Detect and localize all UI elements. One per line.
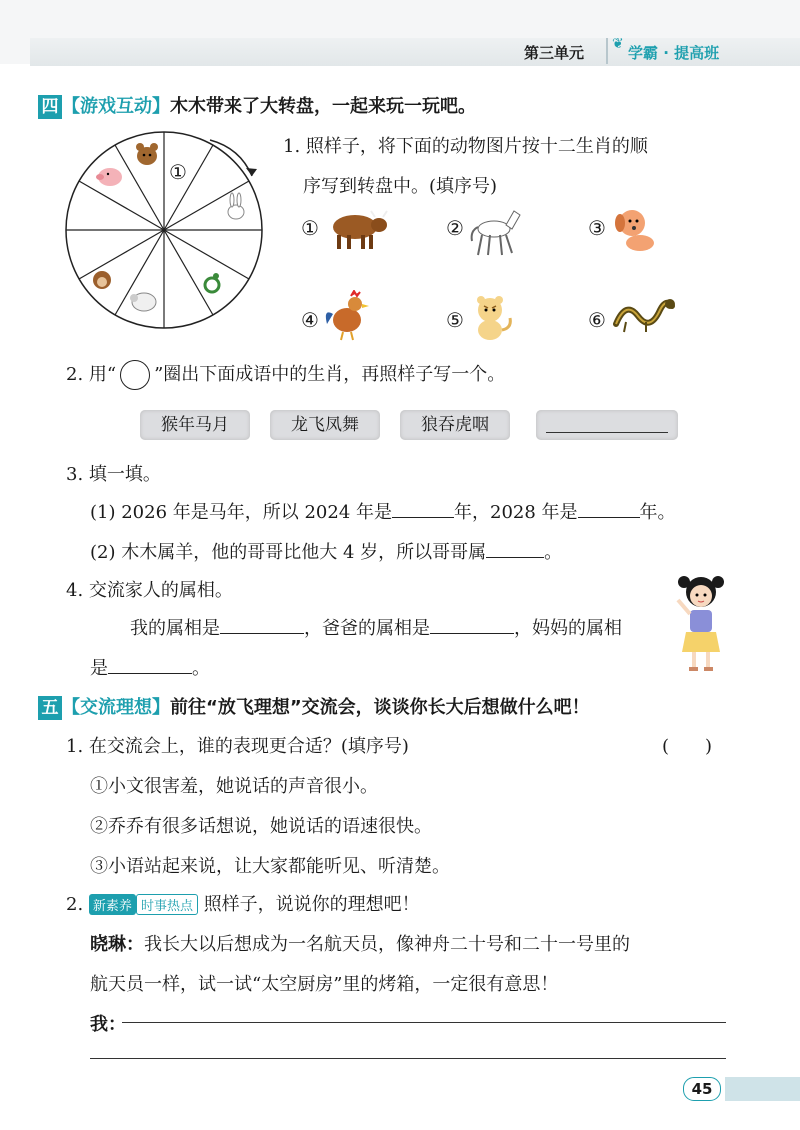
animal-4-number: ④ bbox=[301, 308, 319, 332]
section4-intro: 木木带来了大转盘，一起来玩一玩吧。 bbox=[170, 96, 476, 117]
s4-q3-1-b: 年，2028 年是 bbox=[454, 502, 578, 523]
answer-line-2[interactable] bbox=[90, 1058, 726, 1059]
header-divider bbox=[606, 38, 608, 64]
idiom-answer-box[interactable] bbox=[536, 410, 678, 440]
animal-3-number: ③ bbox=[588, 216, 606, 240]
page-number-bar bbox=[725, 1077, 800, 1101]
animal-1-number: ① bbox=[301, 216, 319, 240]
ox-icon bbox=[323, 205, 393, 253]
s4-q3-2-b: 。 bbox=[544, 542, 563, 563]
s4-q4-b: ，爸爸的属相是 bbox=[304, 618, 430, 639]
rotation-arrow-icon bbox=[200, 130, 270, 200]
series-title: 学霸 · 提高班 bbox=[628, 44, 720, 62]
s5-xiaolin-line2: 航天员一样，试一试“太空厨房”里的烤箱，一定很有意思！ bbox=[90, 974, 559, 995]
animal-6-number: ⑥ bbox=[588, 308, 606, 332]
dragon-icon bbox=[610, 292, 676, 338]
s4-q1-line1: 1. 照样子，将下面的动物图片按十二生肖的顺 bbox=[283, 136, 648, 157]
monkey-icon bbox=[93, 271, 111, 289]
circle-sample-icon bbox=[120, 360, 150, 390]
section5-number: 五 bbox=[38, 696, 62, 720]
s4-q3-1-a: (1) 2026 年是马年，所以 2024 年是 bbox=[90, 502, 393, 523]
girl-illustration bbox=[670, 570, 732, 675]
s5-option-3: ③小语站起来说，让大家都能听见、听清楚。 bbox=[90, 856, 450, 877]
s4-q2-part-b: ”圈出下面成语中的生肖，再照样子写一个。 bbox=[154, 364, 506, 385]
blank-dad-zodiac[interactable] bbox=[430, 615, 514, 634]
section4-number: 四 bbox=[38, 95, 62, 119]
wheel-sample-number: ① bbox=[169, 160, 187, 184]
blank-my-zodiac[interactable] bbox=[220, 615, 304, 634]
rooster-icon bbox=[323, 290, 375, 342]
s5-q1: 1. 在交流会上，谁的表现更合适？(填序号) bbox=[66, 736, 409, 757]
s5-option-1: ①小文很害羞，她说话的声音很小。 bbox=[90, 776, 378, 797]
tag-new-literacy: 新素养 bbox=[89, 894, 136, 915]
me-label: 我： bbox=[90, 1014, 126, 1035]
s4-q2 bbox=[66, 360, 505, 390]
section4-heading bbox=[38, 92, 476, 119]
s4-q3: 3. 填一填。 bbox=[66, 464, 161, 485]
blank-2028[interactable] bbox=[578, 499, 640, 518]
s4-q3-2-a: (2) 木木属羊，他的哥哥比他大 4 岁，所以哥哥属 bbox=[90, 542, 487, 563]
blank-mom-zodiac[interactable] bbox=[108, 655, 192, 674]
s4-q3-1-c: 年。 bbox=[639, 502, 676, 523]
leaf-icon: ❦ bbox=[612, 36, 624, 52]
animal-2-number: ② bbox=[446, 216, 464, 240]
xiaolin-name: 晓琳： bbox=[90, 934, 144, 955]
answer-line-1[interactable] bbox=[122, 1022, 726, 1023]
tag-current-events: 时事热点 bbox=[136, 894, 198, 915]
s5-q2-text: 照样子，说说你的理想吧！ bbox=[203, 894, 420, 915]
s4-q4-d: 是 bbox=[90, 658, 108, 679]
idiom-2: 龙飞凤舞 bbox=[270, 410, 380, 440]
horse-icon bbox=[468, 205, 524, 260]
section5-heading bbox=[38, 693, 590, 720]
s4-q4-e: 。 bbox=[192, 658, 210, 679]
animal-5-number: ⑤ bbox=[446, 308, 464, 332]
page-number: 45 bbox=[683, 1077, 721, 1101]
section4-tag: 【游戏互动】 bbox=[62, 96, 170, 117]
s4-q2-part-a: 2. 用“ bbox=[66, 364, 117, 385]
xiaolin-text-1: 我长大以后想成为一名航天员，像神舟二十号和二十一号里的 bbox=[144, 934, 630, 955]
s5-q1-answer-paren[interactable]: ( ) bbox=[662, 736, 713, 757]
s5-q2 bbox=[66, 890, 420, 916]
idiom-1: 猴年马月 bbox=[140, 410, 250, 440]
s4-q1-line2: 序写到转盘中。(填序号) bbox=[303, 176, 498, 197]
idiom-answer-blank[interactable] bbox=[546, 432, 668, 433]
section5-tag: 【交流理想】 bbox=[62, 697, 170, 718]
section5-intro: 前往“放飞理想”交流会，谈谈你长大后想做什么吧！ bbox=[170, 697, 590, 718]
s4-q4-a: 我的属相是 bbox=[130, 618, 220, 639]
tiger-icon bbox=[468, 292, 516, 342]
s5-q2-number: 2. bbox=[66, 894, 84, 915]
blank-2024[interactable] bbox=[392, 499, 454, 518]
s4-q3-2 bbox=[90, 538, 562, 564]
s4-q4: 4. 交流家人的属相。 bbox=[66, 580, 233, 601]
s4-q4-c: ，妈妈的属相 bbox=[514, 618, 622, 639]
s4-q4-line2 bbox=[90, 654, 210, 680]
dog-icon bbox=[610, 205, 660, 255]
idiom-3: 狼吞虎咽 bbox=[400, 410, 510, 440]
s4-q4-line1 bbox=[130, 614, 622, 640]
blank-brother-zodiac[interactable] bbox=[486, 539, 544, 558]
s5-xiaolin-line1 bbox=[90, 930, 630, 956]
s5-option-2: ②乔乔有很多话想说，她说话的语速很快。 bbox=[90, 816, 432, 837]
s4-q3-1 bbox=[90, 498, 676, 524]
unit-title: 第三单元 bbox=[524, 44, 585, 62]
